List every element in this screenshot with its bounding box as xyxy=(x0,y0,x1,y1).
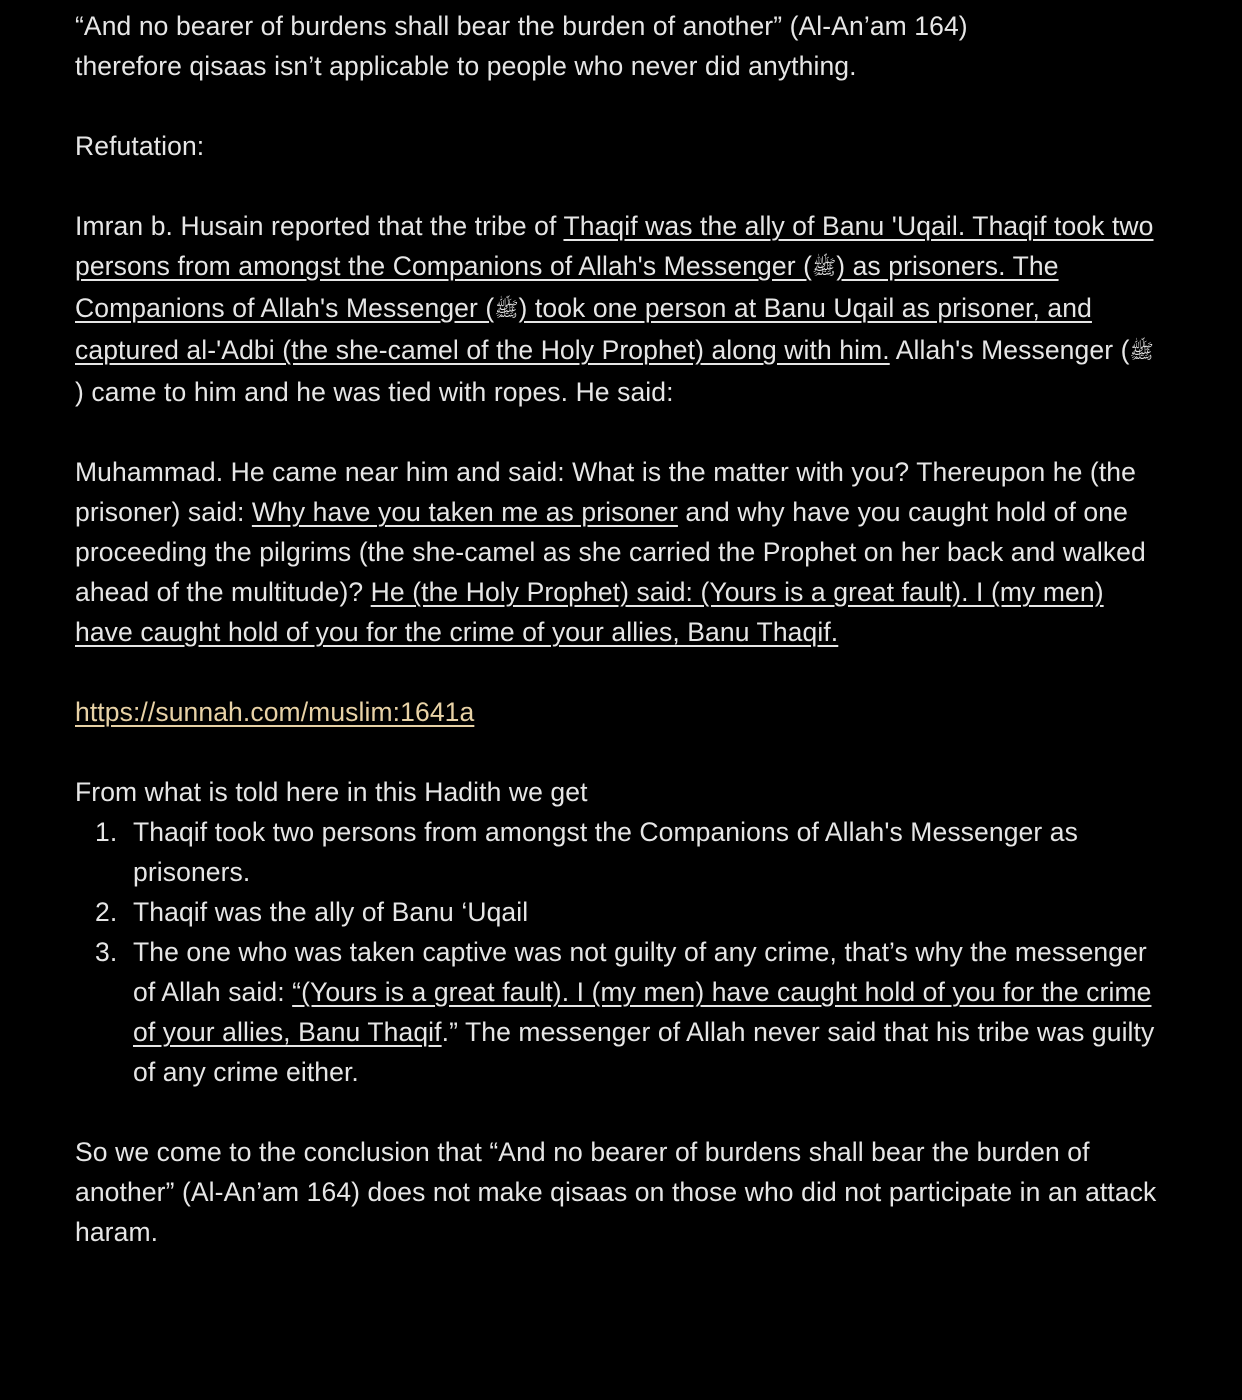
hadith-p2-underlined-1: Why have you taken me as prisoner xyxy=(251,497,678,527)
hadith-p2-plain-1: Muhammad. He came near him and said: What is the matter with you? Thereupon he (the prisoner) said: xyxy=(75,457,1136,527)
finding-text-tail: .” The messenger of Allah never said that his tribe was guilty of any crime either. xyxy=(133,1017,1155,1087)
finding-item xyxy=(75,932,1160,1092)
finding-text-plain: The one who was taken captive was not guilty of any crime, that’s why the messenger of Allah said: xyxy=(133,937,1147,1007)
conclusion-paragraph: So we come to the conclusion that “And no bearer of burdens shall bear the burden of another” (Al-An’am 164) does not make qisaas on those who did not participate in an attack haram. xyxy=(75,1137,1157,1247)
hadith-p2-plain-2: and why have you caught hold of one proceeding the pilgrims (the she-camel as she carried the Prophet on her back and walked ahead of the multitude)? xyxy=(75,497,1146,607)
finding-number: 3. xyxy=(95,937,118,967)
intro-line-1: “And no bearer of burdens shall bear the burden of another” (Al-An’am 164) xyxy=(75,11,968,41)
hadith-p1-underlined-part1: Thaqif was the ally of Banu 'Uqail. Thaqif took two persons from amongst the Companions of Allah's Messenger ( xyxy=(75,211,1154,281)
hadith-p1-tail-a: Allah's Messenger ( xyxy=(889,335,1130,365)
finding-number: 1. xyxy=(95,817,118,847)
finding-text: Thaqif was the ally of Banu ‘Uqail xyxy=(133,897,529,927)
findings-list xyxy=(75,812,1160,1092)
document-body xyxy=(75,6,1160,1252)
hadith-p1-underlined-part3: ) took one person at Banu Uqail as prisoner, and captured al-'Adbi (the she-camel of the Holy Prophet) along with him. xyxy=(75,293,1092,365)
finding-number: 2. xyxy=(95,897,118,927)
intro-quote xyxy=(75,6,1160,86)
hadith-p1-tail-b: ) came to him and he was tied with ropes. He said: xyxy=(75,377,674,407)
honorific-glyph: ﷺ xyxy=(812,257,837,279)
hadith-p2-underlined-2: He (the Holy Prophet) said: (Yours is a great fault). I (my men) have caught hold of you for the crime of your allies, Banu Thaqif. xyxy=(75,577,1104,647)
finding-text-quote: “(Yours is a great fault). I (my men) have caught hold of you for the crime of your allies, Banu Thaqif xyxy=(133,977,1152,1047)
honorific-glyph: ﷺ xyxy=(1129,341,1154,363)
finding-item xyxy=(75,892,1160,932)
hadith-p1-plain: Imran b. Husain reported that the tribe of xyxy=(75,211,564,241)
source-link[interactable]: https://sunnah.com/muslim:1641a xyxy=(75,697,475,727)
hadith-p1-underlined-part2: ) as prisoners. The Companions of Allah's Messenger ( xyxy=(75,251,1059,323)
finding-text: Thaqif took two persons from amongst the Companions of Allah's Messenger as prisoners. xyxy=(133,817,1078,887)
hadith-paragraph-2 xyxy=(75,452,1160,652)
honorific-glyph: ﷺ xyxy=(494,299,519,321)
refutation-heading: Refutation: xyxy=(75,131,205,161)
hadith-paragraph-1 xyxy=(75,206,1160,412)
intro-line-2: therefore qisaas isn’t applicable to people who never did anything. xyxy=(75,51,857,81)
finding-item xyxy=(75,812,1160,892)
source-paragraph xyxy=(75,692,1160,732)
analysis-intro: From what is told here in this Hadith we get xyxy=(75,777,588,807)
